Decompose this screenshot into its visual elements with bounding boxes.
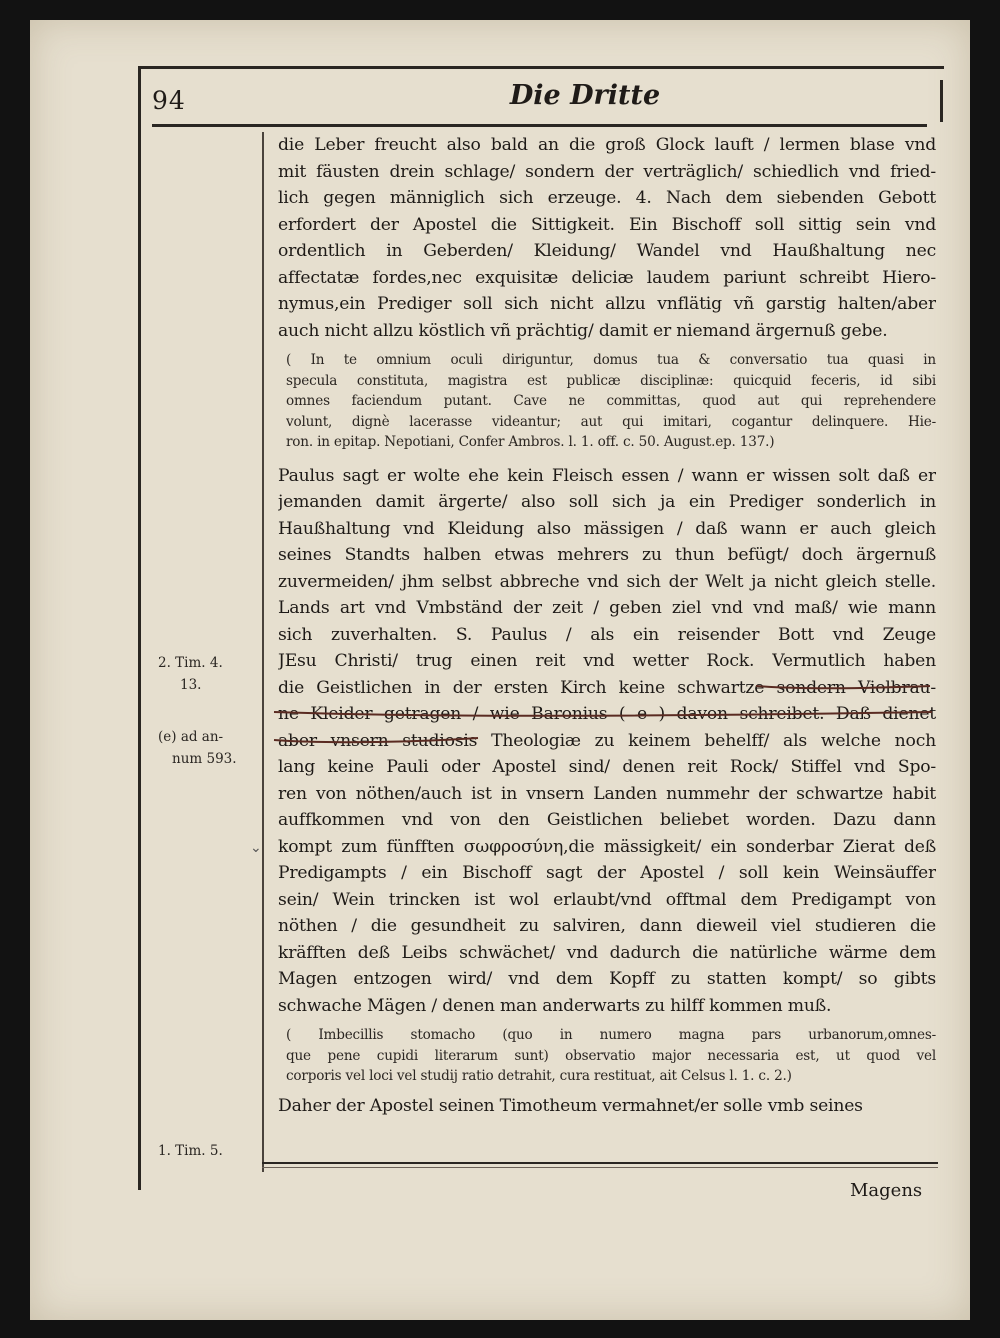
margin-ref-2-tim [158, 652, 223, 696]
margin-line: 1. Tim. 5. [158, 1143, 223, 1159]
text-line: zuvermeiden/ jhm selbst abbreche vnd sich der Welt ja nicht gleich stelle. [278, 571, 936, 592]
text-line: kompt zum fünfften σωφροσύνη,die mässigkeit/ ein sonderbar Zierat deß [278, 836, 936, 857]
text-line: JEsu Christi/ trug einen reit vnd wetter Rock. Vermutlich haben [278, 651, 936, 671]
text-line: ordentlich in Geberden/ Kleidung/ Wandel vnd Haußhaltung nec [278, 241, 936, 261]
text-line: auffkommen vnd von den Geistlichen beliebet worden. Dazu dann [278, 810, 936, 830]
main-text-block [278, 132, 936, 1119]
text-line: Predigampts / ein Bischoff sagt der Apostel / soll kein Weinsäuffer [278, 863, 936, 883]
text-line: die Leber freucht also bald an die groß Glock lauft / lermen blase vnd [278, 135, 936, 155]
text-line: jemanden damit ärgerte/ also soll sich ja ein Prediger sonderlich in [278, 492, 936, 512]
margin-footnote-e [158, 726, 237, 770]
text-line: sich zuverhalten. S. Paulus / als ein reisender Bott vnd Zeuge [278, 624, 936, 645]
page-number: 94 [152, 86, 186, 115]
text-line: Haußhaltung vnd Kleidung also mässigen / daß wann er auch gleich [278, 518, 936, 539]
note-line: que pene cupidi literarum sunt) observatio major necessaria est, ut quod vel [286, 1047, 936, 1064]
text-line: mit fäusten drein schlage/ sondern der verträglich/ schiedlich vnd fried- [278, 161, 936, 182]
top-rule [138, 66, 944, 69]
header-rule [152, 124, 927, 127]
note-line: ron. in epitap. Nepotiani, Confer Ambros. l. 1. off. c. 50. August.ep. 137.) [286, 434, 775, 450]
text-line: seines Standts halben etwas mehrers zu thun befügt/ doch ärgernuß [278, 545, 936, 565]
latin-note-celsus [286, 1025, 936, 1087]
text-line: kräfften deß Leibs schwächet/ vnd dadurch die natürliche wärme dem [278, 942, 936, 963]
text-line: ren von nöthen/auch ist in vnsern Landen nummehr der schwartze habit [278, 783, 936, 804]
note-line: specula constituta, magistra est publicæ disciplinæ: quicquid feceris, id sibi [286, 372, 936, 389]
text-line: erfordert der Apostel die Sittigkeit. Ein Bischoff soll sittig sein vnd [278, 214, 936, 235]
right-tick [940, 80, 943, 122]
margin-line: 2. Tim. 4. [158, 655, 223, 671]
margin-mark: ⌄ [250, 840, 262, 856]
text-line: sein/ Wein trincken ist wol erlaubt/vnd offtmal dem Predigampt von [278, 889, 936, 910]
margin-line: 13. [180, 677, 202, 693]
text-line: Daher der Apostel seinen Timotheum vermahnet/er solle vmb seines [278, 1095, 863, 1116]
text-line: affectatæ fordes,nec exquisitæ deliciæ laudem pariunt schreibt Hiero- [278, 267, 936, 288]
note-line: corporis vel loci vel studij ratio detrahit, cura restituat, ait Celsus l. 1. c. 2.) [286, 1068, 792, 1084]
note-line: ( In te omnium oculi diriguntur, domus tua & conversatio tua quasi in [286, 352, 936, 368]
text-line: Paulus sagt er wolte ehe kein Fleisch essen / wann er wissen solt daß er [278, 465, 936, 486]
running-title: Die Dritte [509, 80, 661, 111]
latin-note-hieronymus [286, 350, 936, 453]
catchword: Magens [850, 1180, 923, 1201]
text-line: lich gegen männiglich sich erzeuge. 4. Nach dem siebenden Gebott [278, 188, 936, 208]
text-line: ne Kleider getragen / wie Baronius ( e ) davon schreibet. Daß dienet [278, 704, 936, 724]
text-line: nymus,ein Prediger soll sich nicht allzu vnflätig vñ garstig halten/aber [278, 294, 936, 314]
bottom-rule-2 [262, 1167, 938, 1168]
margin-line: num 593. [172, 751, 237, 767]
note-line: ( Imbecillis stomacho (quo in numero magna pars urbanorum,omnes- [286, 1027, 936, 1043]
margin-line: (e) ad an- [158, 729, 224, 745]
column-divider-rule [262, 132, 264, 1172]
text-line: Lands art vnd Vmbständ der zeit / geben ziel vnd vnd maß/ wie mann [278, 598, 936, 618]
margin-ref-1-tim [158, 1140, 223, 1162]
text-line: aber vnsern studiosis Theologiæ zu keinem behelff/ als welche noch [278, 730, 936, 751]
text-line: auch nicht allzu köstlich vñ prächtig/ damit er niemand ärgernuß gebe. [278, 320, 888, 341]
text-line: nöthen / die gesundheit zu salviren, dann dieweil viel studieren die [278, 916, 936, 936]
text-line: schwache Mägen / denen man anderwarts zu hilff kommen muß. [278, 995, 832, 1016]
text-line: die Geistlichen in der ersten Kirch keine schwartze sondern Violbrau- [278, 677, 936, 698]
left-outer-rule [138, 66, 141, 1190]
text-line: lang keine Pauli oder Apostel sind/ denen reit Rock/ Stiffel vnd Spo- [278, 757, 936, 777]
note-line: omnes faciendum putant. Cave ne committas, quod aut qui reprehendere [286, 393, 936, 409]
text-line: Magen entzogen wird/ vnd dem Kopff zu statten kompt/ so gibts [278, 969, 936, 989]
bottom-rule [262, 1162, 938, 1164]
note-line: volunt, dignè lacerasse videantur; aut qui imitari, cogantur delinquere. Hie- [286, 413, 936, 430]
